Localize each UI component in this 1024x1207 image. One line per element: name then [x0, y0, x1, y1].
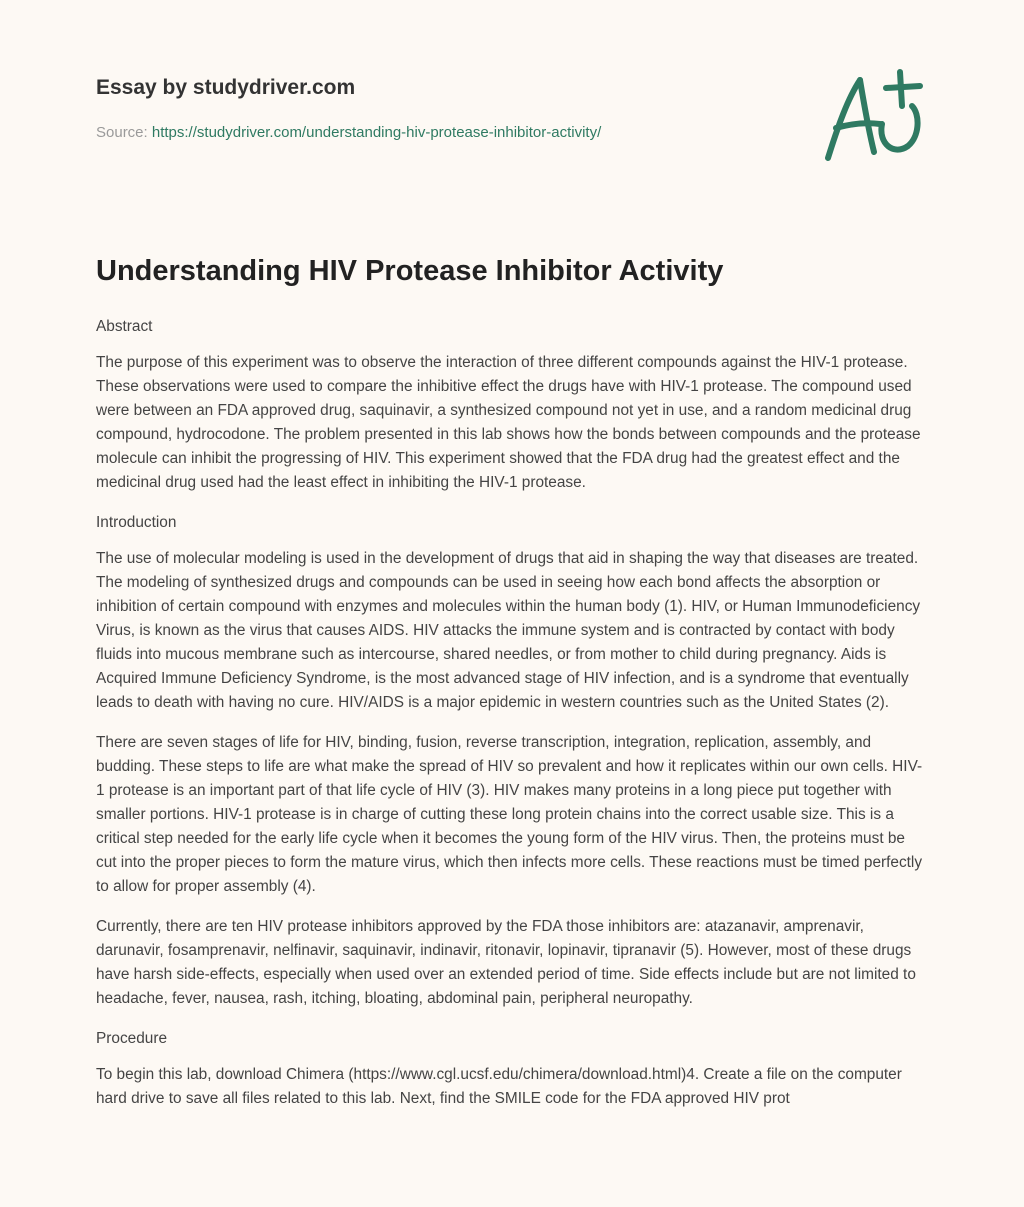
introduction-paragraph-3: Currently, there are ten HIV protease inhibitors approved by the FDA those inhibitors are: atazanavir, amprenavir, darunavir, fosamprenavir, nelfinavir, saquinavir, indinavir, ritonavir, lopinavir, tipranavir (5). However, most of these drugs have harsh side-effects, especially when used over an extended period of time. Side effects include but are not limited to headache, fever, nausea, rash, itching, bloating, abdominal pain, peripheral neuropathy. [96, 918, 916, 1007]
source-link[interactable]: https://studydriver.com/understanding-hiv-protease-inhibitor-activity/ [151, 124, 602, 141]
procedure-heading: Procedure [96, 1030, 168, 1047]
source-label: Source: [96, 124, 148, 141]
introduction-paragraph-1: The use of molecular modeling is used in the development of drugs that aid in shaping the way that diseases are treated. The modeling of synthesized drugs and compounds can be used in seeing how each bond affects the absorption or inhibition of certain compound with enzymes and molecules within the human body (1). HIV, or Human Immunodeficiency Virus, is known as the virus that causes AIDS. HIV attacks the immune system and is contracted by contact with body fluids into mucous membrane such as intercourse, shared needles, or from mother to child during pregnancy. Aids is Acquired Immune Deficiency Syndrome, is the most advanced stage of HIV infection, and is a syndrome that eventually leads to death with having no cure. HIV/AIDS is a major epidemic in western countries such as the United States (2). [96, 550, 921, 711]
a-plus-logo [822, 66, 926, 166]
document-body [96, 315, 928, 1127]
site-title: Essay by studydriver.com [96, 76, 356, 99]
source-line [96, 124, 601, 141]
abstract-heading: Abstract [96, 318, 153, 335]
document-title: Understanding HIV Protease Inhibitor Activity [96, 255, 724, 287]
abstract-paragraph: The purpose of this experiment was to observe the interaction of three different compounds against the HIV-1 protease. These observations were used to compare the inhibitive effect the drugs have with HIV-1 protease. The compound used were between an FDA approved drug, saquinavir, a synthesized compound not yet in use, and a random medicinal drug compound, hydrocodone. The problem presented in this lab shows how the bonds between compounds and the protease molecule can inhibit the progressing of HIV. This experiment showed that the FDA drug had the greatest effect and the medicinal drug used had the least effect in inhibiting the HIV-1 protease. [96, 354, 921, 491]
procedure-paragraph: To begin this lab, download Chimera (https://www.cgl.ucsf.edu/chimera/download.html)4. Create a file on the computer hard drive to save all files related to this lab. Next, find the SMILE code for the FDA approved HIV prot [96, 1066, 902, 1107]
introduction-heading: Introduction [96, 514, 177, 531]
introduction-paragraph-2: There are seven stages of life for HIV, binding, fusion, reverse transcription, integration, replication, assembly, and budding. These steps to life are what make the spread of HIV so prevalent and how it replicates within our own cells. HIV-1 protease is an important part of that life cycle of HIV (3). HIV makes many proteins in a long piece put together with smaller portions. HIV-1 protease is in charge of cutting these long protein chains into the correct usable size. This is a critical step needed for the early life cycle when it becomes the young form of the HIV virus. Then, the proteins must be cut into the proper pieces to form the mature virus, which then infects more cells. These reactions must be timed perfectly to allow for proper assembly (4). [96, 734, 923, 895]
